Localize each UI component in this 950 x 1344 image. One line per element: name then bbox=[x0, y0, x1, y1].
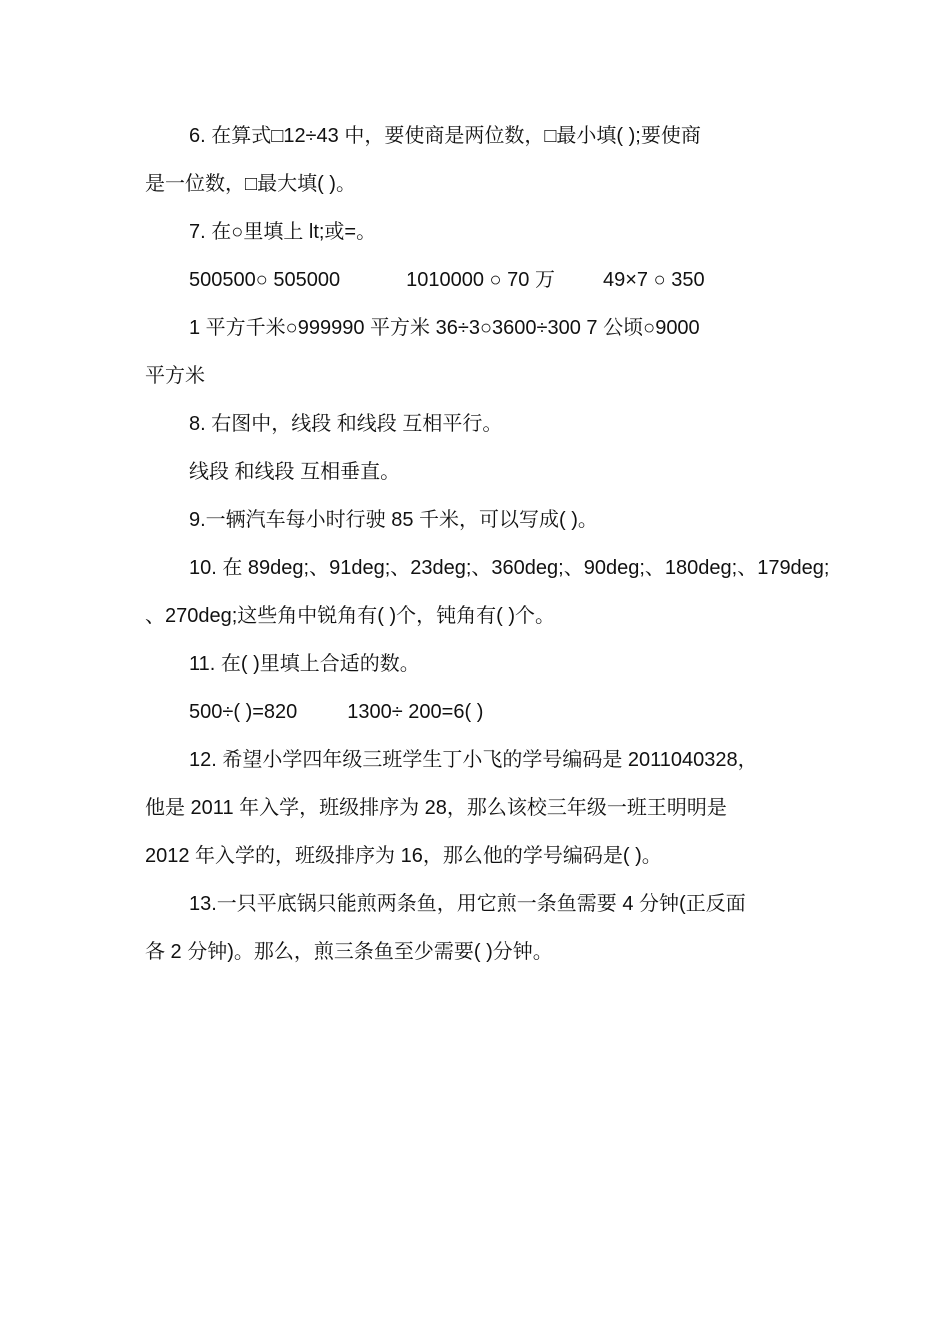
document-body bbox=[145, 112, 830, 976]
question-6-line-2: 是一位数，□最大填( )。 bbox=[145, 173, 356, 195]
question-12-line-2: 他是 2011 年入学，班级排序为 28，那么该校三年级一班王明明是 bbox=[145, 797, 727, 819]
question-7-compare-row bbox=[145, 256, 807, 304]
question-12-line-3: 2012 年入学的，班级排序为 16，那么他的学号编码是( )。 bbox=[145, 845, 662, 867]
compare-item-1: 500500○ 505000 bbox=[189, 269, 341, 291]
question-10-line-1: 10. 在 89deg;、91deg;、23deg;、360deg;、90deg;、180deg;、179deg; bbox=[189, 557, 830, 579]
compare-item-2: 1010000 ○ 70 万 bbox=[406, 269, 555, 291]
compare-item-3: 49×7 ○ 350 bbox=[602, 269, 705, 291]
question-8-line-2: 线段 和线段 互相垂直。 bbox=[189, 461, 401, 483]
question-7-title: 7. 在○里填上 lt;或=。 bbox=[189, 221, 377, 243]
question-10-line-2: 、270deg;这些角中锐角有( )个，钝角有( )个。 bbox=[145, 605, 556, 627]
fill-item-2: 1300÷ 200=6( ) bbox=[347, 701, 484, 723]
question-13-line-2: 各 2 分钟)。那么，煎三条鱼至少需要( )分钟。 bbox=[145, 941, 553, 963]
question-7-area-row-cont: 平方米 bbox=[145, 365, 205, 387]
question-8-line-1: 8. 右图中，线段 和线段 互相平行。 bbox=[189, 413, 503, 435]
question-12-line-1: 12. 希望小学四年级三班学生丁小飞的学号编码是 2011040328， bbox=[189, 749, 758, 771]
question-13-line-1: 13.一只平底锅只能煎两条鱼，用它煎一条鱼需要 4 分钟(正反面 bbox=[189, 893, 746, 915]
question-9: 9.一辆汽车每小时行驶 85 千米，可以写成( )。 bbox=[189, 509, 598, 531]
question-11-title: 11. 在( )里填上合适的数。 bbox=[189, 653, 420, 675]
question-6-line-1: 6. 在算式□12÷43 中，要使商是两位数，□最小填( );要使商 bbox=[189, 125, 701, 147]
question-7-area-row: 1 平方千米○999990 平方米 36÷3○3600÷300 7 公顷○9000 bbox=[189, 317, 700, 339]
question-11-fill-row bbox=[145, 688, 807, 736]
fill-item-1: 500÷( )=820 bbox=[189, 701, 298, 723]
